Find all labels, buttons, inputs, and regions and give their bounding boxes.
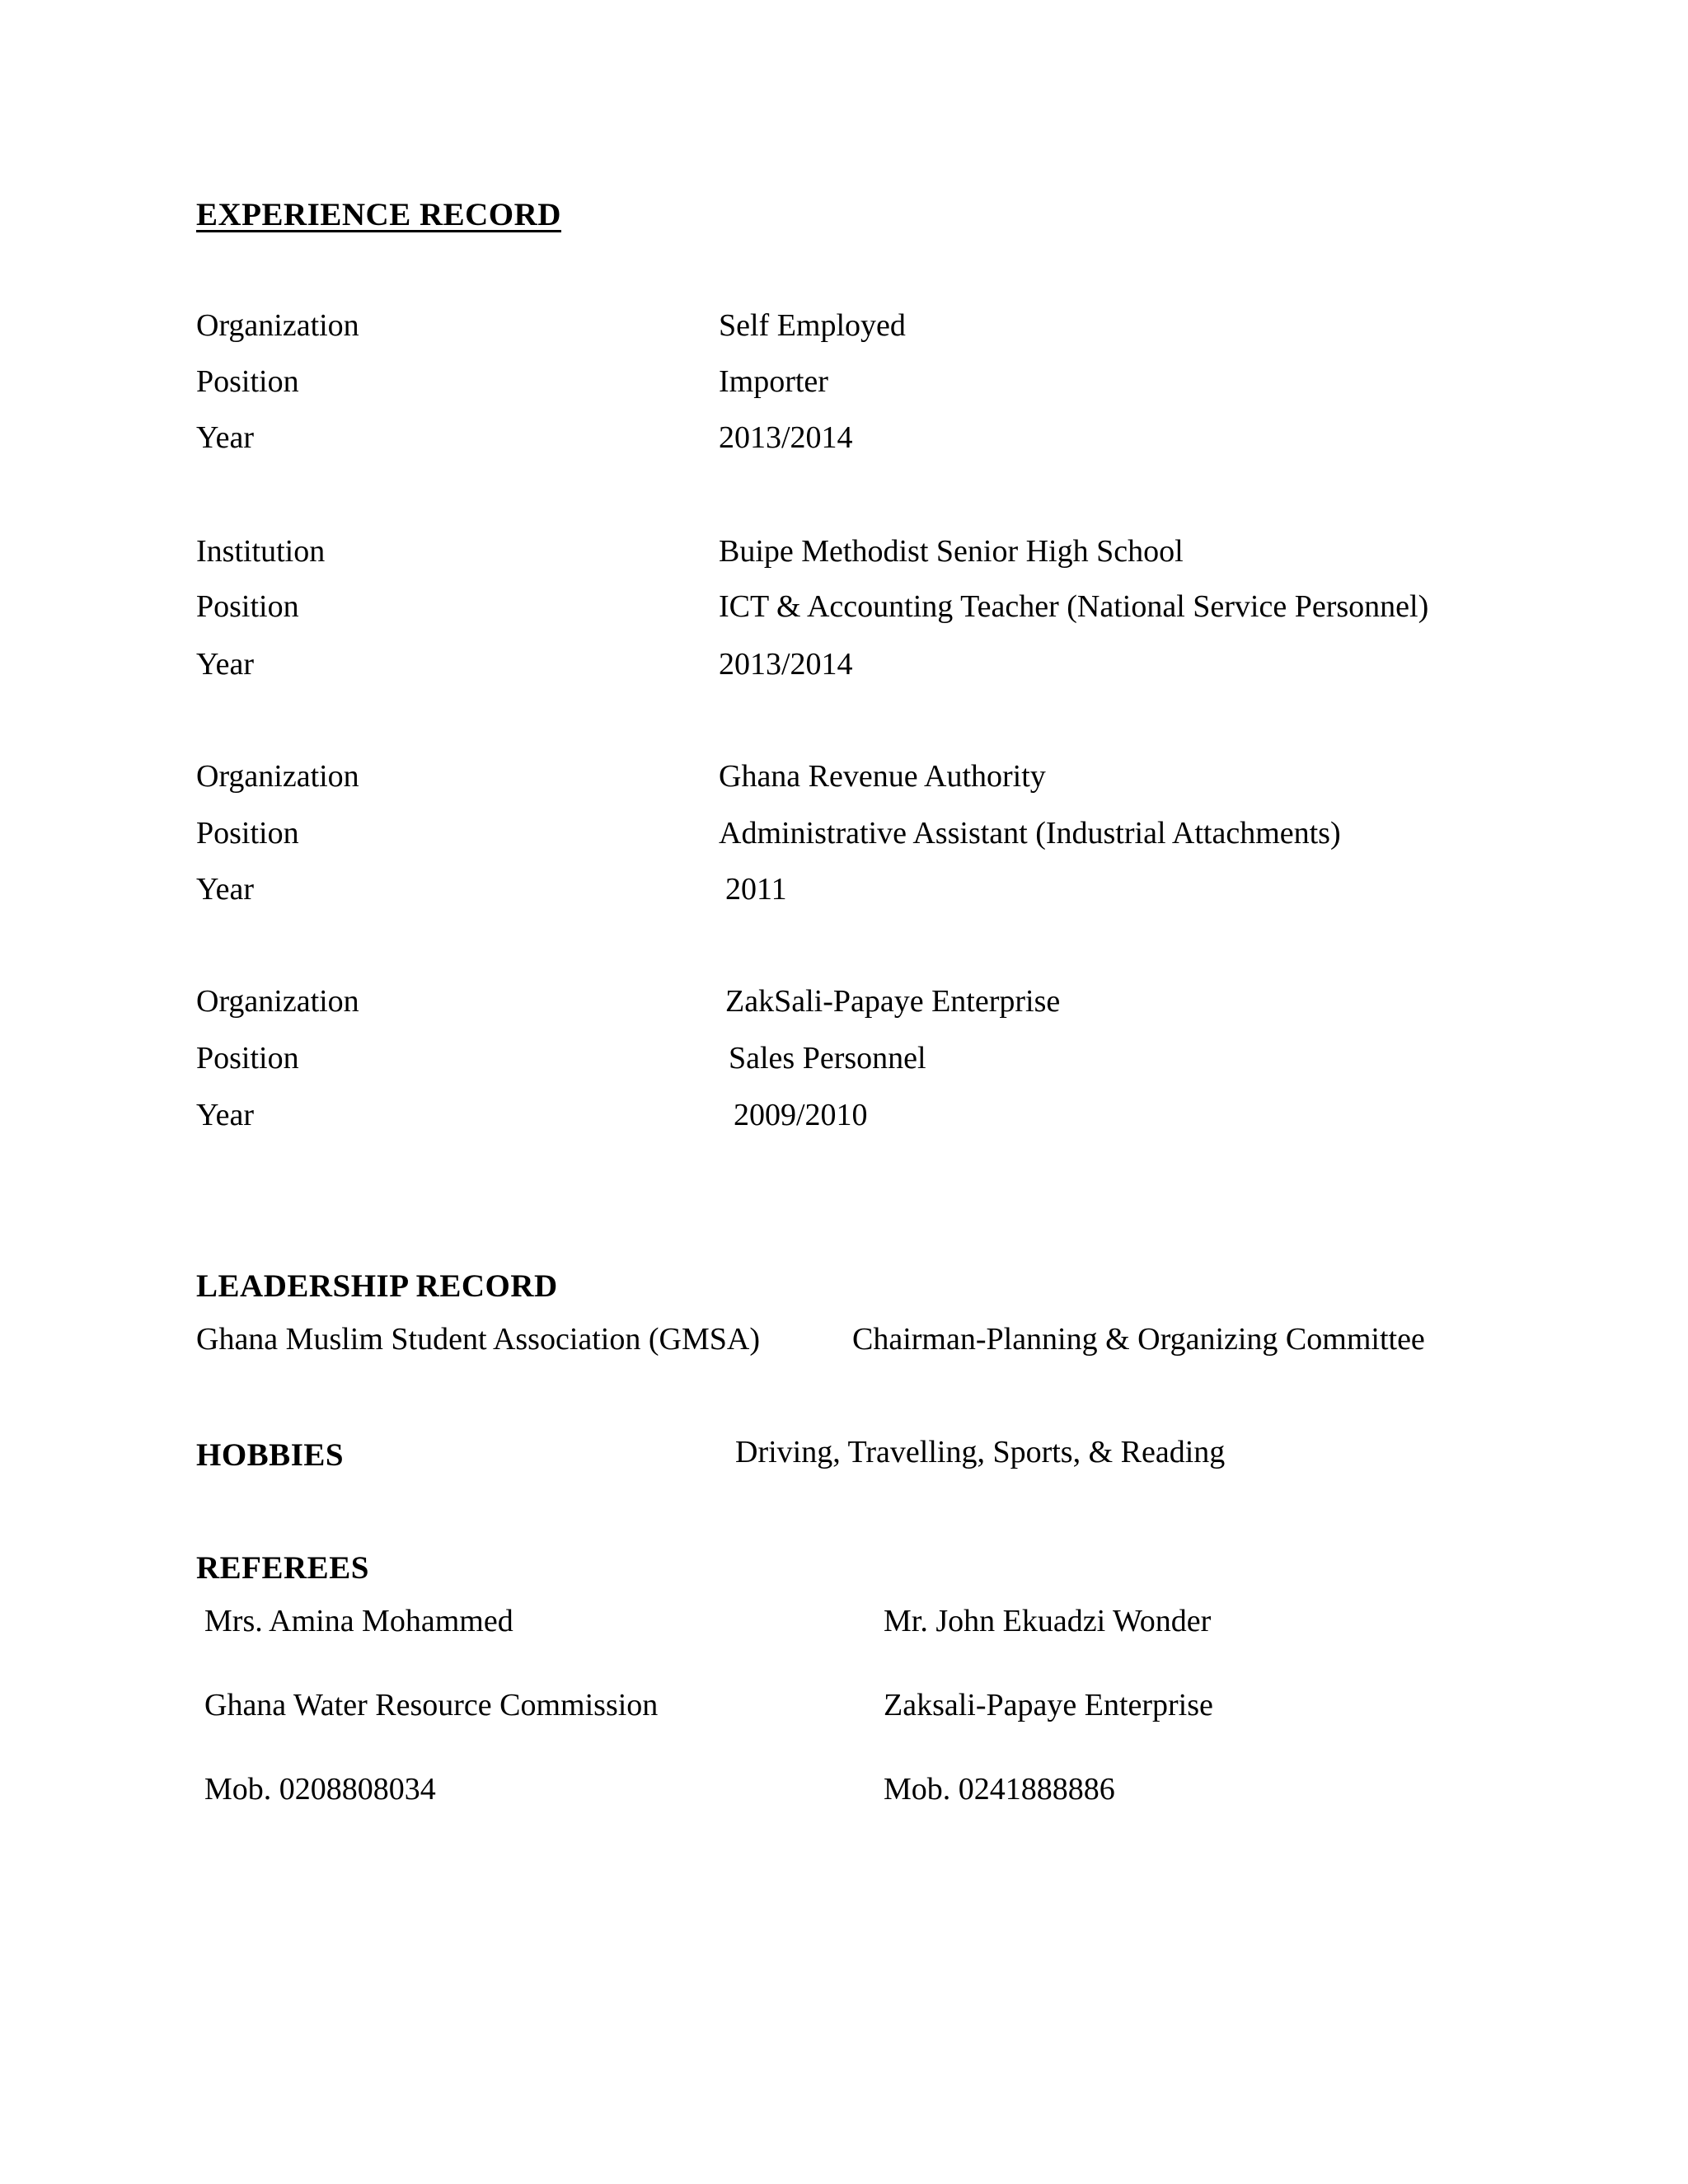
experience-label: Organization [196, 984, 359, 1019]
experience-label: Position [196, 1041, 299, 1076]
experience-label: Institution [196, 534, 326, 569]
leadership-organization: Ghana Muslim Student Association (GMSA) [196, 1322, 760, 1357]
experience-value: Administrative Assistant (Industrial Attachments) [719, 816, 1341, 851]
experience-value: Sales Personnel [729, 1041, 926, 1076]
experience-value: Self Employed [719, 308, 906, 343]
experience-value: 2009/2010 [734, 1098, 868, 1132]
referees-heading: REFEREES [196, 1550, 369, 1586]
hobbies-value: Driving, Travelling, Sports, & Reading [735, 1435, 1226, 1469]
experience-value: 2013/2014 [719, 647, 853, 682]
referee-phone: Mob. 0241888886 [884, 1772, 1115, 1807]
experience-value: Buipe Methodist Senior High School [719, 534, 1184, 569]
experience-label: Year [196, 420, 255, 455]
experience-value: 2013/2014 [719, 420, 853, 455]
experience-label: Organization [196, 759, 359, 794]
experience-label: Position [196, 364, 299, 399]
referee-name: Mrs. Amina Mohammed [204, 1604, 513, 1638]
experience-value: Importer [719, 364, 828, 399]
experience-label: Year [196, 647, 255, 682]
experience-heading: EXPERIENCE RECORD [196, 197, 561, 232]
experience-value: ICT & Accounting Teacher (National Service Personnel) [719, 589, 1429, 624]
experience-value: ZakSali-Papaye Enterprise [725, 984, 1061, 1019]
experience-label: Year [196, 1098, 255, 1132]
experience-value: Ghana Revenue Authority [719, 759, 1046, 794]
referee-phone: Mob. 0208808034 [204, 1772, 436, 1807]
experience-label: Organization [196, 308, 359, 343]
leadership-heading: LEADERSHIP RECORD [196, 1268, 558, 1304]
experience-value: 2011 [725, 872, 787, 907]
hobbies-heading: HOBBIES [196, 1437, 345, 1473]
experience-label: Position [196, 816, 299, 851]
experience-label: Year [196, 872, 255, 907]
referee-organization: Ghana Water Resource Commission [204, 1688, 659, 1722]
referee-name: Mr. John Ekuadzi Wonder [884, 1604, 1212, 1638]
experience-label: Position [196, 589, 299, 624]
leadership-role: Chairman-Planning & Organizing Committee [852, 1322, 1425, 1357]
referee-organization: Zaksali-Papaye Enterprise [884, 1688, 1213, 1722]
